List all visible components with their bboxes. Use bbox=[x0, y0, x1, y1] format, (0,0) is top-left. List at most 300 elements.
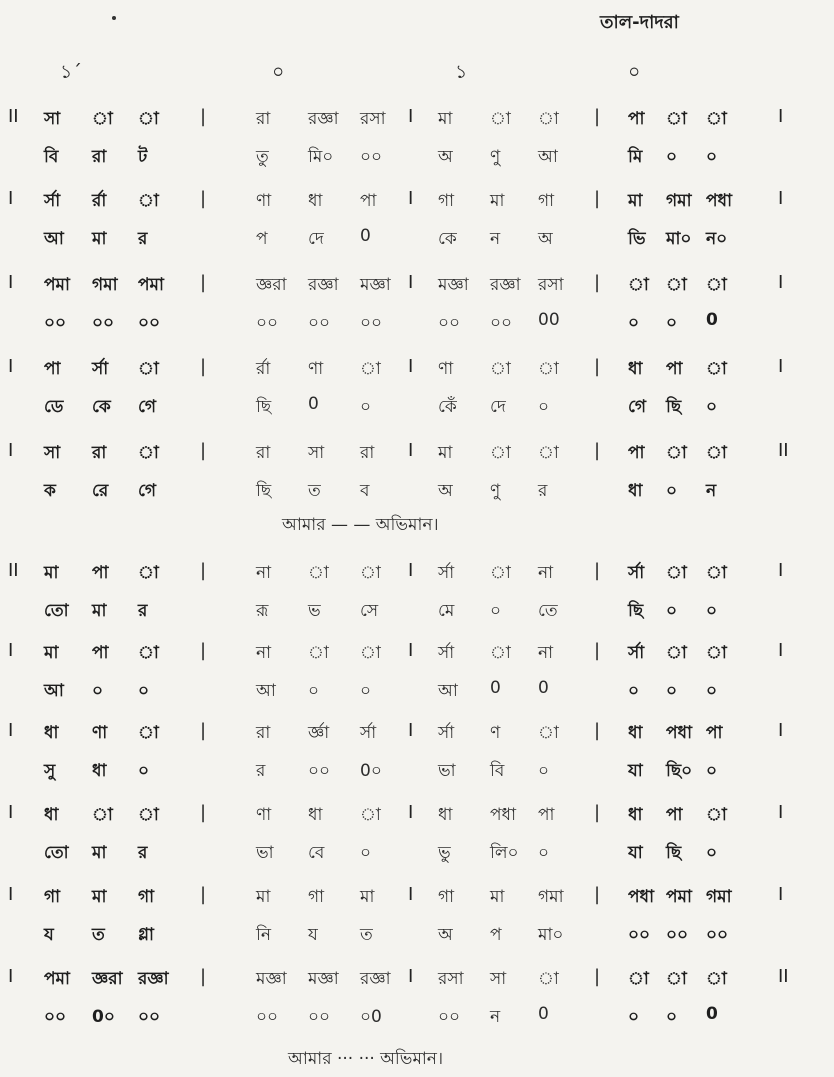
swar-note: গা bbox=[138, 887, 155, 907]
swar-note: রা bbox=[92, 443, 107, 463]
swar-note: া bbox=[666, 109, 687, 129]
measure-bar: | bbox=[594, 966, 601, 987]
beat-mark-1: ১´ bbox=[60, 61, 82, 83]
row-start-bar: I bbox=[8, 356, 14, 377]
lyric-syllable: ০০ bbox=[44, 313, 67, 333]
swar-note: া bbox=[360, 643, 381, 663]
lyric-syllable: র bbox=[256, 761, 266, 781]
row-start-bar: I bbox=[8, 640, 14, 661]
lyric-syllable: তু bbox=[256, 147, 269, 167]
lyric-syllable: মা০ bbox=[666, 229, 692, 249]
lyric-syllable: ০ bbox=[92, 681, 104, 701]
swar-note: পা bbox=[44, 359, 61, 379]
swar-note: া bbox=[92, 109, 113, 129]
row-end-bar: I bbox=[778, 720, 784, 741]
lyric-syllable: কে bbox=[92, 397, 111, 417]
lyric-syllable: ০ bbox=[538, 761, 550, 781]
swar-note: মজ্ঞা bbox=[360, 275, 391, 295]
lyric-syllable: ক bbox=[44, 481, 56, 501]
row-start-bar: I bbox=[8, 884, 14, 905]
lyric-syllable: মা bbox=[92, 601, 107, 621]
swar-note: রা bbox=[256, 723, 271, 743]
swar-note: ধা bbox=[628, 359, 643, 379]
taal-title: তাল-দাদরা bbox=[600, 12, 679, 33]
measure-bar: | bbox=[200, 966, 207, 987]
lyric-syllable: ০ bbox=[706, 761, 718, 781]
swar-note: র্সা bbox=[92, 359, 109, 379]
lyric-syllable: 0 bbox=[538, 678, 549, 698]
swar-line bbox=[0, 720, 834, 750]
swar-note: া bbox=[706, 969, 727, 989]
swar-note: া bbox=[138, 643, 159, 663]
lyric-syllable: ছি bbox=[256, 397, 272, 417]
notation-row bbox=[0, 802, 834, 872]
swar-note: া bbox=[490, 643, 511, 663]
swar-note: ধা bbox=[628, 723, 643, 743]
swar-line bbox=[0, 560, 834, 590]
swar-note: মা bbox=[628, 191, 643, 211]
lyric-syllable: ন bbox=[490, 1007, 501, 1027]
row-start-bar: I bbox=[8, 966, 14, 987]
swar-note: ণা bbox=[256, 805, 272, 825]
swar-note: মজ্ঞা bbox=[308, 969, 339, 989]
lyric-syllable: য bbox=[44, 925, 54, 945]
measure-bar: | bbox=[200, 802, 207, 823]
swar-note: া bbox=[706, 443, 727, 463]
swar-note: া bbox=[490, 109, 511, 129]
swar-note: পা bbox=[628, 109, 645, 129]
swar-note: রসা bbox=[438, 969, 464, 989]
swar-note: রজ্ঞা bbox=[490, 275, 521, 295]
lyric-syllable: ০ bbox=[360, 397, 372, 417]
lyric-syllable: অ bbox=[438, 147, 453, 167]
swar-note: া bbox=[666, 443, 687, 463]
row-end-bar: I bbox=[778, 356, 784, 377]
swar-note: পধা bbox=[628, 887, 654, 907]
lyric-line bbox=[0, 144, 834, 174]
swar-note: া bbox=[138, 443, 159, 463]
beat-mark-2: ০ bbox=[272, 61, 285, 83]
swar-note: গা bbox=[438, 887, 455, 907]
swar-note: পমা bbox=[666, 887, 692, 907]
measure-bar: | bbox=[200, 188, 207, 209]
lyric-syllable: ০0 bbox=[360, 1007, 382, 1027]
row-end-bar: I bbox=[778, 802, 784, 823]
lyric-syllable: ০ bbox=[360, 681, 372, 701]
lyric-syllable: ছি bbox=[666, 397, 682, 417]
swar-note: র্রা bbox=[256, 359, 271, 379]
row-start-bar: II bbox=[8, 106, 19, 127]
lyric-syllable: রূ bbox=[256, 601, 269, 621]
lyric-syllable: আ bbox=[538, 147, 558, 167]
swar-note: া bbox=[490, 359, 511, 379]
notation-row bbox=[0, 440, 834, 510]
swar-note: ণ bbox=[490, 723, 501, 743]
swar-note: জ্ঞরা bbox=[92, 969, 123, 989]
lyric-syllable: মা bbox=[92, 229, 107, 249]
measure-bar: I bbox=[408, 106, 414, 127]
lyric-syllable: 0 bbox=[706, 310, 718, 330]
lyric-syllable: ০ bbox=[490, 601, 502, 621]
measure-bar: I bbox=[408, 802, 414, 823]
measure-bar: | bbox=[594, 640, 601, 661]
swar-note: গমা bbox=[92, 275, 118, 295]
lyric-syllable: ০০ bbox=[438, 1007, 461, 1027]
swar-note: পা bbox=[538, 805, 555, 825]
lyric-syllable: যা bbox=[628, 843, 643, 863]
lyric-syllable: ০ bbox=[628, 681, 640, 701]
lyric-syllable: ০০ bbox=[138, 1007, 161, 1027]
swar-note: মজ্ঞা bbox=[438, 275, 469, 295]
lyric-syllable: ০০ bbox=[138, 313, 161, 333]
lyric-syllable: ভি bbox=[628, 229, 646, 249]
swar-note: না bbox=[256, 643, 272, 663]
lyric-syllable: মি০ bbox=[308, 147, 334, 167]
lyric-syllable: ০ bbox=[138, 761, 150, 781]
lyric-syllable: ০ bbox=[706, 601, 718, 621]
swar-note: পা bbox=[666, 359, 683, 379]
lyric-syllable: আ bbox=[256, 681, 276, 701]
swar-note: পমা bbox=[44, 969, 70, 989]
swar-note: া bbox=[706, 109, 727, 129]
swar-note: া bbox=[538, 109, 559, 129]
swar-note: জ্ঞরা bbox=[256, 275, 287, 295]
lyric-syllable: র bbox=[138, 843, 148, 863]
lyric-syllable: ব bbox=[360, 481, 370, 501]
swar-note: র্সা bbox=[438, 723, 455, 743]
lyric-syllable: ০ bbox=[360, 843, 372, 863]
swar-note: া bbox=[666, 643, 687, 663]
notation-row bbox=[0, 356, 834, 426]
notation-row bbox=[0, 884, 834, 954]
swar-note: পা bbox=[666, 805, 683, 825]
swar-note: মা bbox=[44, 643, 59, 663]
swar-note: া bbox=[490, 563, 511, 583]
interlude-line-2: আমার ··· ··· অভিমান। bbox=[288, 1049, 444, 1069]
swar-note: রজ্ঞা bbox=[308, 275, 339, 295]
swar-note: মজ্ঞা bbox=[256, 969, 287, 989]
lyric-syllable: অ bbox=[438, 925, 453, 945]
lyric-syllable: ০০ bbox=[92, 313, 115, 333]
swar-note: ধা bbox=[44, 723, 59, 743]
lyric-line bbox=[0, 478, 834, 508]
lyric-syllable: 0 bbox=[360, 226, 371, 246]
lyric-syllable: গ্লা bbox=[138, 925, 154, 945]
lyric-syllable: ০ bbox=[138, 681, 150, 701]
swar-note: ধা bbox=[44, 805, 59, 825]
swar-note: া bbox=[706, 359, 727, 379]
notation-row bbox=[0, 188, 834, 258]
swar-note: পা bbox=[360, 191, 377, 211]
swar-note: া bbox=[538, 359, 559, 379]
lyric-syllable: ০ bbox=[706, 681, 718, 701]
lyric-syllable: ত bbox=[360, 925, 373, 945]
swar-note: পা bbox=[706, 723, 723, 743]
lyric-line bbox=[0, 758, 834, 788]
lyric-syllable: ন০ bbox=[706, 229, 728, 249]
swar-note: রসা bbox=[360, 109, 386, 129]
swar-note: া bbox=[706, 805, 727, 825]
swar-note: র্সা bbox=[44, 191, 61, 211]
lyric-syllable: আ bbox=[44, 229, 64, 249]
lyric-syllable: ০০ bbox=[308, 1007, 331, 1027]
measure-bar: I bbox=[408, 440, 414, 461]
lyric-syllable: ০ bbox=[706, 843, 718, 863]
lyric-syllable: ভ bbox=[308, 601, 321, 621]
swar-note: া bbox=[138, 109, 159, 129]
swar-line bbox=[0, 356, 834, 386]
row-end-bar: I bbox=[778, 884, 784, 905]
swar-note: পা bbox=[628, 443, 645, 463]
lyric-syllable: লি০ bbox=[490, 843, 519, 863]
lyric-syllable: দে bbox=[308, 229, 324, 249]
swar-note: া bbox=[628, 275, 649, 295]
swar-note: া bbox=[666, 969, 687, 989]
swar-line bbox=[0, 106, 834, 136]
lyric-syllable: ০০ bbox=[308, 761, 331, 781]
swar-note: া bbox=[138, 563, 159, 583]
measure-bar: | bbox=[594, 106, 601, 127]
lyric-syllable: ০ bbox=[706, 147, 718, 167]
swar-note: গা bbox=[438, 191, 455, 211]
swar-note: মা bbox=[256, 887, 271, 907]
swar-note: র্সা bbox=[360, 723, 377, 743]
measure-bar: | bbox=[594, 272, 601, 293]
row-end-bar: I bbox=[778, 188, 784, 209]
swar-line bbox=[0, 802, 834, 832]
lyric-syllable: বি bbox=[44, 147, 59, 167]
swar-note: মা bbox=[438, 109, 453, 129]
swar-note: া bbox=[308, 563, 329, 583]
swar-line bbox=[0, 272, 834, 302]
lyric-syllable: যা bbox=[628, 761, 643, 781]
swar-note: ণা bbox=[438, 359, 454, 379]
beat-mark-4: ০ bbox=[628, 61, 641, 83]
row-end-bar: I bbox=[778, 106, 784, 127]
interlude-line-1: আমার — — অভিমান। bbox=[282, 515, 439, 535]
lyric-syllable: ণু bbox=[490, 147, 501, 167]
swar-note: মা bbox=[360, 887, 375, 907]
swar-note: গা bbox=[44, 887, 61, 907]
swar-note: ণা bbox=[308, 359, 324, 379]
measure-bar: I bbox=[408, 188, 414, 209]
lyric-syllable: ০০ bbox=[360, 313, 383, 333]
notation-row bbox=[0, 640, 834, 710]
lyric-syllable: রে bbox=[92, 481, 109, 501]
lyric-syllable: র bbox=[138, 229, 148, 249]
swar-note: ণা bbox=[92, 723, 108, 743]
measure-bar: | bbox=[200, 560, 207, 581]
lyric-syllable: মা bbox=[92, 843, 107, 863]
row-start-bar: I bbox=[8, 440, 14, 461]
row-start-bar: I bbox=[8, 272, 14, 293]
row-end-bar: I bbox=[778, 640, 784, 661]
lyric-line bbox=[0, 1004, 834, 1034]
lyric-syllable: ০ bbox=[538, 397, 550, 417]
lyric-syllable: 00 bbox=[538, 310, 560, 330]
swar-note: মা bbox=[44, 563, 59, 583]
lyric-syllable: ০০ bbox=[706, 925, 729, 945]
lyric-syllable: ভা bbox=[438, 761, 456, 781]
lyric-syllable: দে bbox=[490, 397, 506, 417]
lyric-line bbox=[0, 678, 834, 708]
swar-note: না bbox=[256, 563, 272, 583]
lyric-syllable: ০ bbox=[666, 601, 678, 621]
lyric-syllable: ডে bbox=[44, 397, 64, 417]
swar-note: া bbox=[138, 191, 159, 211]
row-start-bar: II bbox=[8, 560, 19, 581]
swar-note: সা bbox=[44, 109, 61, 129]
measure-bar: | bbox=[594, 440, 601, 461]
lyric-syllable: গে bbox=[138, 481, 157, 501]
lyric-syllable: ধা bbox=[628, 481, 643, 501]
swar-line bbox=[0, 884, 834, 914]
swar-note: রজ্ঞা bbox=[308, 109, 339, 129]
lyric-syllable: 0০ bbox=[360, 761, 382, 781]
measure-bar: | bbox=[200, 720, 207, 741]
swar-note: রজ্ঞা bbox=[138, 969, 169, 989]
lyric-syllable: ন bbox=[706, 481, 717, 501]
swar-note: া bbox=[92, 805, 113, 825]
lyric-syllable: ভা bbox=[256, 843, 274, 863]
lyric-syllable: ণু bbox=[490, 481, 501, 501]
lyric-syllable: 0 bbox=[308, 394, 319, 414]
swar-note: া bbox=[666, 275, 687, 295]
lyric-syllable: ধা bbox=[92, 761, 107, 781]
swar-note: পধা bbox=[490, 805, 516, 825]
notation-row bbox=[0, 966, 834, 1036]
swar-note: া bbox=[706, 563, 727, 583]
lyric-syllable: ০০ bbox=[44, 1007, 67, 1027]
notation-row bbox=[0, 106, 834, 176]
swar-note: সা bbox=[490, 969, 507, 989]
row-end-bar: II bbox=[778, 440, 789, 461]
row-end-bar: I bbox=[778, 272, 784, 293]
measure-bar: I bbox=[408, 720, 414, 741]
lyric-syllable: তে bbox=[538, 601, 558, 621]
lyric-syllable: নি bbox=[256, 925, 272, 945]
lyric-syllable: র bbox=[538, 481, 548, 501]
swar-note: গমা bbox=[666, 191, 692, 211]
lyric-syllable: গে bbox=[628, 397, 647, 417]
lyric-syllable: ০০ bbox=[490, 313, 513, 333]
swar-note: মা bbox=[92, 887, 107, 907]
swar-note: সা bbox=[308, 443, 325, 463]
swar-line bbox=[0, 640, 834, 670]
swar-note: পমা bbox=[138, 275, 164, 295]
row-start-bar: I bbox=[8, 802, 14, 823]
lyric-syllable: য bbox=[308, 925, 318, 945]
swar-note: রা bbox=[256, 109, 271, 129]
lyric-syllable: রা bbox=[92, 147, 107, 167]
row-start-bar: I bbox=[8, 720, 14, 741]
lyric-syllable: তো bbox=[44, 601, 69, 621]
notation-row bbox=[0, 560, 834, 630]
swar-note: র্সা bbox=[628, 643, 645, 663]
lyric-line bbox=[0, 922, 834, 952]
swar-line bbox=[0, 440, 834, 470]
swar-line bbox=[0, 188, 834, 218]
lyric-syllable: ছি০ bbox=[666, 761, 693, 781]
measure-bar: I bbox=[408, 272, 414, 293]
lyric-syllable: ০ bbox=[628, 313, 640, 333]
lyric-syllable: বে bbox=[308, 843, 325, 863]
lyric-line bbox=[0, 226, 834, 256]
lyric-syllable: ০০ bbox=[360, 147, 383, 167]
lyric-syllable: 0০ bbox=[92, 1007, 115, 1027]
lyric-syllable: র bbox=[138, 601, 148, 621]
swar-note: গা bbox=[308, 887, 325, 907]
lyric-syllable: অ bbox=[538, 229, 553, 249]
swar-note: পা bbox=[92, 563, 109, 583]
swar-note: া bbox=[538, 723, 559, 743]
lyric-syllable: ০০ bbox=[256, 313, 279, 333]
measure-bar: | bbox=[200, 440, 207, 461]
lyric-line bbox=[0, 598, 834, 628]
lyric-syllable: 0 bbox=[706, 1004, 718, 1024]
swar-note: রজ্ঞা bbox=[360, 969, 391, 989]
swar-note: গমা bbox=[538, 887, 564, 907]
ink-speck bbox=[112, 16, 116, 20]
lyric-syllable: ০ bbox=[666, 147, 678, 167]
lyric-syllable: ত bbox=[92, 925, 105, 945]
lyric-syllable: ০ bbox=[666, 1007, 678, 1027]
measure-bar: | bbox=[200, 884, 207, 905]
lyric-syllable: ত bbox=[308, 481, 321, 501]
swar-note: সা bbox=[44, 443, 61, 463]
measure-bar: | bbox=[594, 560, 601, 581]
lyric-syllable: মি bbox=[628, 147, 643, 167]
swar-note: পধা bbox=[706, 191, 732, 211]
lyric-syllable: সু bbox=[44, 761, 56, 781]
swar-note: মা bbox=[490, 191, 505, 211]
swar-note: মা bbox=[490, 887, 505, 907]
measure-bar: I bbox=[408, 640, 414, 661]
lyric-syllable: ০০ bbox=[438, 313, 461, 333]
lyric-line bbox=[0, 840, 834, 870]
lyric-syllable: কেঁ bbox=[438, 397, 457, 417]
measure-bar: | bbox=[200, 106, 207, 127]
measure-bar: I bbox=[408, 966, 414, 987]
swar-note: া bbox=[666, 563, 687, 583]
lyric-syllable: ০০ bbox=[628, 925, 651, 945]
swar-note: া bbox=[138, 359, 159, 379]
lyric-line bbox=[0, 310, 834, 340]
lyric-syllable: কে bbox=[438, 229, 457, 249]
measure-bar: I bbox=[408, 560, 414, 581]
swar-note: র্জ্ঞা bbox=[308, 723, 330, 743]
measure-bar: I bbox=[408, 356, 414, 377]
lyric-syllable: ছি bbox=[256, 481, 272, 501]
lyric-syllable: প bbox=[256, 229, 268, 249]
swar-note: র্সা bbox=[438, 563, 455, 583]
lyric-syllable: ০ bbox=[308, 681, 320, 701]
lyric-syllable: ০ bbox=[538, 843, 550, 863]
row-end-bar: I bbox=[778, 560, 784, 581]
swar-note: র্রা bbox=[92, 191, 107, 211]
lyric-syllable: 0 bbox=[490, 678, 501, 698]
lyric-syllable: ০ bbox=[706, 397, 718, 417]
lyric-syllable: ন bbox=[490, 229, 501, 249]
swar-note: া bbox=[360, 563, 381, 583]
swar-note: া bbox=[138, 805, 159, 825]
swar-note: ধা bbox=[308, 191, 323, 211]
lyric-syllable: আ bbox=[44, 681, 64, 701]
swar-note: ধা bbox=[628, 805, 643, 825]
lyric-syllable: তো bbox=[44, 843, 69, 863]
swar-note: পমা bbox=[44, 275, 70, 295]
swar-note: গমা bbox=[706, 887, 732, 907]
